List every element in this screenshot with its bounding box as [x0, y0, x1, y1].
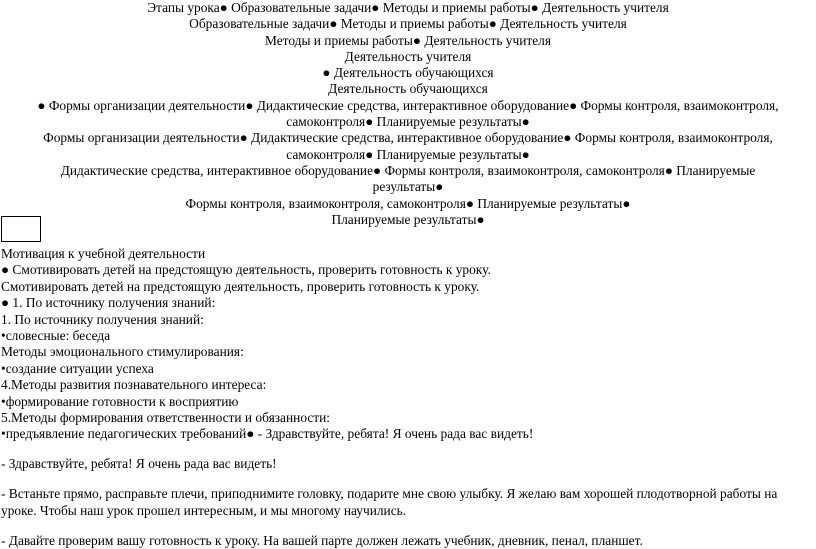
- table-header-cascade: [0, 0, 816, 228]
- header-line: Образовательные задачи● Методы и приемы работы● Деятельность учителя: [189, 16, 627, 32]
- lesson-stage-content: [1, 246, 813, 549]
- header-line: Деятельность учителя: [344, 48, 472, 64]
- stage-title: Мотивация к учебной деятельности: [1, 246, 206, 261]
- teacher-speech-paragraph: - Здравствуйте, ребята! Я очень рада вас видеть!: [1, 456, 277, 472]
- body-line: •создание ситуации успеха: [1, 360, 154, 376]
- teacher-speech-paragraph: - Давайте проверим вашу готовность к уроку. На вашей парте должен лежать учебник, дневник, пенал, планшет.: [1, 532, 643, 548]
- header-line: Формы контроля, взаимоконтроля, самоконтроля● Планируемые результаты●: [185, 195, 631, 211]
- body-line: •словесные: беседа: [1, 328, 111, 344]
- body-line: ● 1. По источнику получения знаний:: [1, 295, 216, 311]
- header-line: Формы организации деятельности● Дидактические средства, интерактивное оборудование● Формы контроля, взаимоконтроля, самоконтроля● Планируемые результаты●: [43, 130, 773, 162]
- body-line: Методы эмоционального стимулирования:: [1, 344, 244, 360]
- header-line: Планируемые результаты●: [331, 211, 485, 227]
- header-line: ● Формы организации деятельности● Дидактические средства, интерактивное оборудование● Формы контроля, взаимоконтроля, самоконтроля● Планируемые результаты●: [37, 97, 779, 130]
- body-line: Смотивировать детей на предстоящую деятельность, проверить готовность к уроку.: [1, 278, 480, 294]
- teacher-speech-paragraph: - Встаньте прямо, расправьте плечи, приподнимите головку, подарите мне свою улыбку. Я желаю вам хорошей плодотворной работы на уроке. Чтобы наш урок прошел интересным, и мы многому научились.: [1, 486, 778, 518]
- body-line: ● Смотивировать детей на предстоящую деятельность, проверить готовность к уроку.: [1, 262, 491, 278]
- header-line: Деятельность обучающихся: [328, 81, 488, 97]
- body-line: 1. По источнику получения знаний:: [1, 311, 204, 327]
- body-line: •формирование готовности к восприятию: [1, 393, 239, 409]
- header-line: Этапы урока● Образовательные задачи● Методы и приемы работы● Деятельность учителя: [147, 0, 669, 15]
- body-line: 5.Методы формирования ответственности и обязанности:: [1, 410, 331, 426]
- header-line: Методы и приемы работы● Деятельность учителя: [264, 32, 552, 48]
- header-line: Дидактические средства, интерактивное оборудование● Формы контроля, взаимоконтроля, самоконтроля● Планируемые результаты●: [60, 162, 756, 195]
- empty-table-cell: [1, 216, 41, 242]
- body-line: 4.Методы развития познавательного интереса:: [1, 377, 267, 393]
- body-line: •предъявление педагогических требований● - Здравствуйте, ребята! Я очень рада вас видеть!: [1, 426, 534, 442]
- header-line: ● Деятельность обучающихся: [322, 65, 494, 81]
